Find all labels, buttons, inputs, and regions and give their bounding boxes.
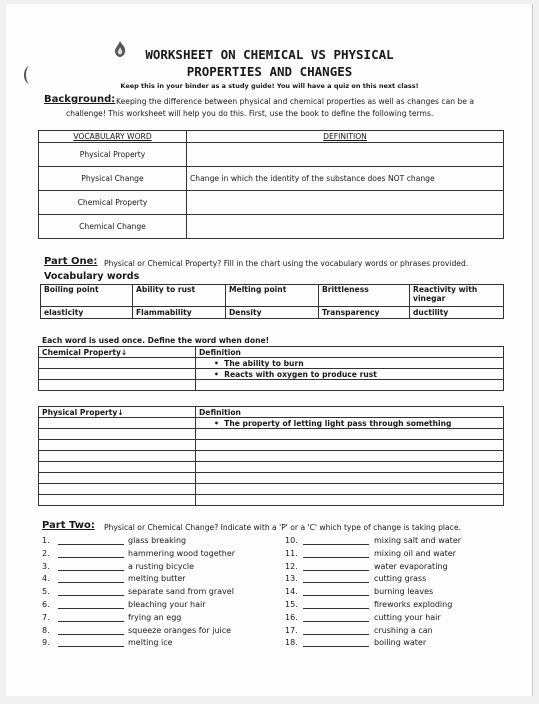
vocab-word-cell: Boiling point — [41, 285, 133, 307]
physical-answer-cell[interactable] — [39, 473, 196, 484]
answer-blank[interactable] — [58, 575, 124, 585]
vocabulary-table — [38, 130, 504, 239]
change-item-text: glass breaking — [128, 536, 187, 545]
answer-blank[interactable] — [58, 588, 124, 598]
answer-blank[interactable] — [58, 563, 124, 573]
change-item-text: cutting grass — [374, 574, 427, 584]
physical-property-header: Physical Property↓ — [39, 407, 196, 418]
physical-definition-cell — [196, 451, 504, 462]
chemical-answer-cell[interactable] — [39, 380, 196, 391]
item-number: 2. — [42, 548, 50, 558]
physical-definition-cell — [196, 495, 504, 506]
item-number: 14. — [285, 587, 298, 597]
chemical-definition-cell: • The ability to burn — [196, 358, 504, 369]
change-item-text: cutting your hair — [374, 612, 441, 622]
answer-blank[interactable] — [303, 563, 369, 573]
answer-blank[interactable] — [58, 627, 124, 637]
answer-blank[interactable] — [303, 614, 369, 624]
physical-definition-cell — [196, 473, 504, 484]
physical-answer-cell[interactable] — [39, 484, 196, 495]
chemical-definition-header: Definition — [196, 347, 504, 358]
item-number: 8. — [42, 625, 50, 635]
answer-blank[interactable] — [58, 614, 124, 624]
item-number: 6. — [42, 600, 50, 609]
item-number: 9. — [42, 638, 50, 648]
answer-blank[interactable] — [58, 537, 124, 547]
background-text-1: Keeping the difference between physical and chemical properties as well as changes can be a — [116, 97, 475, 106]
chemical-property-header: Chemical Property↓ — [39, 347, 196, 358]
physical-answer-cell[interactable] — [39, 440, 196, 451]
item-number: 18. — [285, 638, 298, 648]
physical-definition-cell — [196, 484, 504, 495]
item-number: 5. — [42, 587, 50, 597]
vocab-word-cell: Density — [226, 307, 319, 319]
physical-definition-cell — [196, 429, 504, 440]
physical-answer-cell[interactable] — [39, 451, 196, 462]
change-item-text: melting butter — [128, 574, 186, 584]
change-item-text: squeeze oranges for juice — [128, 625, 232, 635]
part-one-instructions: Physical or Chemical Property? Fill in the chart using the vocabulary words or phrases provided. — [104, 259, 469, 268]
binder-note: Keep this in your binder as a study guide! You will have a quiz on this next class! — [120, 82, 419, 90]
change-item-text: mixing oil and water — [374, 548, 456, 558]
vocab-definition[interactable]: Change in which the identity of the substance does NOT change — [187, 167, 504, 191]
item-number: 13. — [285, 574, 298, 584]
vocab-word-cell: Ability to rust — [133, 285, 226, 307]
change-item-text: fireworks exploding — [374, 600, 453, 609]
physical-answer-cell[interactable] — [39, 418, 196, 429]
item-number: 3. — [42, 561, 50, 571]
change-item-text: frying an egg — [128, 612, 182, 622]
vocab-definition[interactable] — [187, 215, 504, 239]
title-line-1: WORKSHEET ON CHEMICAL VS PHYSICAL — [145, 47, 394, 62]
item-number: 12. — [285, 561, 298, 571]
change-item-text: a rusting bicycle — [128, 561, 194, 571]
vocab-word: Physical Property — [39, 143, 187, 167]
item-number: 4. — [42, 574, 50, 584]
vocab-word: Chemical Change — [39, 215, 187, 239]
item-number: 11. — [285, 548, 298, 558]
each-word-note: Each word is used once. Define the word when done! — [42, 336, 270, 345]
answer-blank[interactable] — [58, 550, 124, 560]
change-item-text: burning leaves — [374, 587, 434, 597]
vocab-word-cell: Melting point — [226, 285, 319, 307]
item-number: 10. — [285, 536, 298, 545]
change-item-text: boiling water — [374, 638, 427, 648]
answer-blank[interactable] — [303, 550, 369, 560]
answer-blank[interactable] — [303, 575, 369, 585]
change-item-text: bleaching your hair — [128, 600, 206, 609]
answer-blank[interactable] — [303, 627, 369, 637]
answer-blank[interactable] — [58, 601, 124, 611]
vocab-word: Chemical Property — [39, 191, 187, 215]
vocab-word-cell: ductility — [410, 307, 504, 319]
vocab-word-cell: Transparency — [319, 307, 410, 319]
background-label: Background: — [44, 94, 116, 105]
physical-answer-cell[interactable] — [39, 495, 196, 506]
change-item-text: hammering wood together — [128, 548, 236, 558]
part-one-label: Part One: — [44, 256, 98, 267]
vocab-col-word: VOCABULARY WORD — [39, 131, 187, 143]
chemical-answer-cell[interactable] — [39, 369, 196, 380]
title-line-2: PROPERTIES AND CHANGES — [186, 64, 353, 79]
item-number: 16. — [285, 612, 298, 622]
answer-blank[interactable] — [303, 601, 369, 611]
physical-definition-cell: • The property of letting light pass through something — [196, 418, 504, 429]
change-item-text: crushing a can — [374, 625, 433, 635]
vocab-definition[interactable] — [187, 191, 504, 215]
change-item-text: separate sand from gravel — [128, 587, 234, 597]
physical-answer-cell[interactable] — [39, 429, 196, 440]
vocab-word-cell: Flammability — [133, 307, 226, 319]
background-text-2: challenge! This worksheet will help you do this. First, use the book to define the following terms. — [66, 109, 434, 118]
item-number: 7. — [42, 612, 50, 622]
answer-blank[interactable] — [303, 588, 369, 598]
answer-blank[interactable] — [58, 639, 124, 649]
change-item-text: water evaporating — [374, 561, 448, 571]
answer-blank[interactable] — [303, 537, 369, 547]
physical-definition-header: Definition — [196, 407, 504, 418]
change-item-text: melting ice — [128, 638, 173, 648]
vocab-word: Physical Change — [39, 167, 187, 191]
chemical-definition-cell — [196, 380, 504, 391]
physical-property-table — [38, 406, 504, 506]
physical-definition-cell — [196, 440, 504, 451]
chemical-answer-cell[interactable] — [39, 358, 196, 369]
item-number: 17. — [285, 625, 298, 635]
chemical-property-table — [38, 346, 504, 391]
item-number: 15. — [285, 600, 298, 609]
chemical-definition-cell: • Reacts with oxygen to produce rust — [196, 369, 504, 380]
vocab-word-cell: elasticity — [41, 307, 133, 319]
part-two-label: Part Two: — [42, 520, 95, 531]
physical-answer-cell[interactable] — [39, 462, 196, 473]
vocab-word-cell: Reactivity with vinegar — [410, 285, 504, 307]
change-item-text: mixing salt and water — [374, 536, 462, 545]
physical-definition-cell — [196, 462, 504, 473]
part-two-instructions: Physical or Chemical Change? Indicate with a 'P' or a 'C' which type of change is taking place. — [104, 523, 461, 532]
answer-blank[interactable] — [303, 639, 369, 649]
vocab-definition[interactable] — [187, 143, 504, 167]
vocab-col-definition: DEFINITION — [187, 131, 504, 143]
item-number: 1. — [42, 536, 50, 545]
vocabulary-words-table — [40, 284, 504, 319]
vocab-word-cell: Brittleness — [319, 285, 410, 307]
vocabulary-words-heading: Vocabulary words — [44, 271, 140, 282]
